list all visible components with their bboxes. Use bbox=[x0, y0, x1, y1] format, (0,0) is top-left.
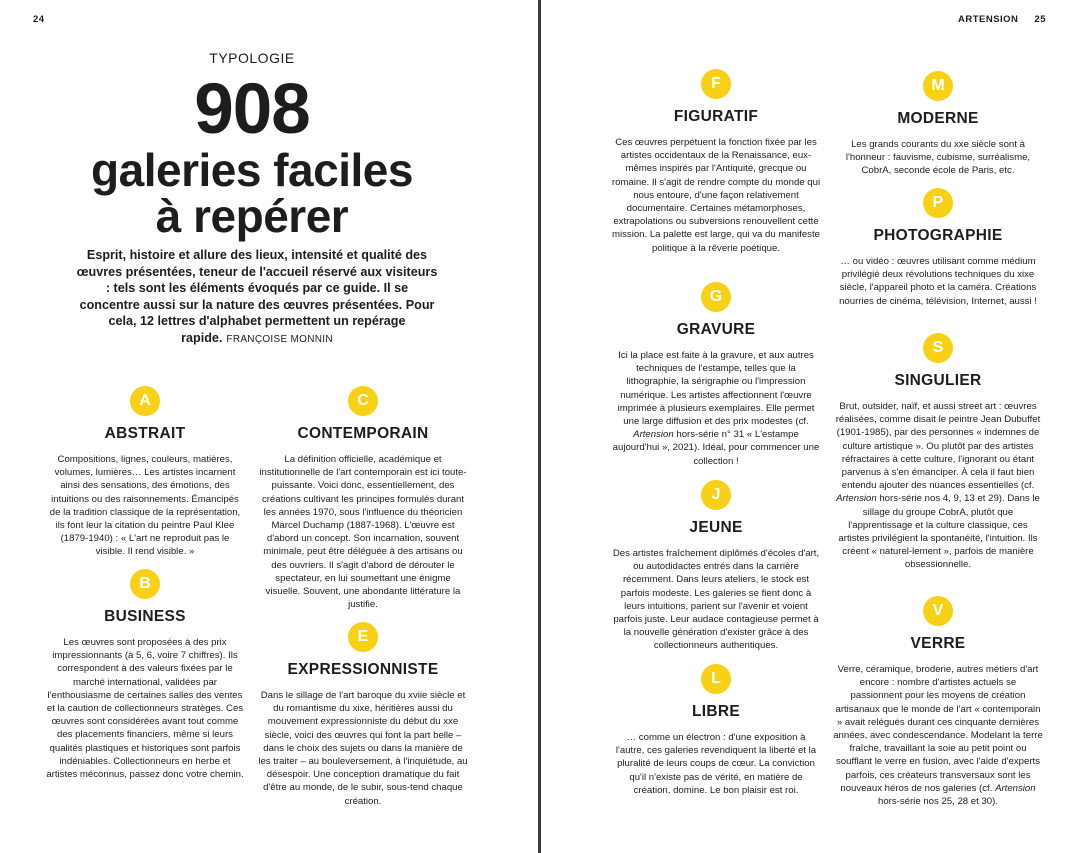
section-photographie bbox=[833, 188, 1043, 308]
letter-badge-j: J bbox=[701, 480, 731, 510]
letter-badge-e: E bbox=[348, 622, 378, 652]
intro-text: Esprit, histoire et allure des lieux, intensité et qualité des œuvres présentées, teneur de l'accueil réservé aux visiteurs : tels sont les éléments évoqués par ce guide. Il se concentre aussi sur la nature des œuvres présentées. Pour cela, 12 lettres d'alphabet permettent un repérage rapide. bbox=[76, 248, 438, 345]
section-figuratif bbox=[611, 69, 821, 255]
section-heading: LIBRE bbox=[692, 703, 740, 720]
section-abstrait bbox=[45, 386, 245, 559]
letter-badge-g: G bbox=[701, 282, 731, 312]
title-line-2: à repérer bbox=[155, 190, 349, 242]
section-expressionniste bbox=[258, 622, 468, 808]
section-heading: CONTEMPORAIN bbox=[297, 425, 429, 442]
intro-paragraph bbox=[74, 247, 440, 349]
section-heading: VERRE bbox=[910, 635, 966, 652]
section-body bbox=[611, 349, 821, 468]
section-heading: SINGULIER bbox=[894, 372, 982, 389]
section-singulier bbox=[833, 333, 1043, 572]
letter-badge-c: C bbox=[348, 386, 378, 416]
body-text: Verre, céramique, broderie, autres métiers d'art encore : nombre d'artistes actuels se passionnent pour les moyens de création artisanaux que le monde de l'art « contemporain » avait relégués durant ces cinquante dernières années, avec condescendance. Modelant la terre fraîche, travaillant la soie au petit point ou soufflant le verre en fusion, avec l'aide d'experts parfois, ces créateurs transversaux sont les nouveaux héros de nos galeries (cf. bbox=[833, 664, 1043, 794]
magazine-reference: Artension bbox=[995, 782, 1036, 794]
section-body: Dans le sillage de l'art baroque du xviie siècle et du romantisme du xixe, héritières aussi du mouvement expressionniste du début du xxe siècle, voici des œuvres qui font la part belle – dans le choix des sujets ou dans la manière de les traiter – au bouleversement, à l'inquiétude, au désespoir. Une conception dramatique du fait d'être au monde, de le subir, sous-tend chaque création. bbox=[258, 690, 468, 807]
page-number-left: 24 bbox=[33, 14, 45, 25]
letter-badge-f: F bbox=[701, 69, 731, 99]
running-header bbox=[958, 14, 1046, 25]
author-byline: FRANÇOISE MONNIN bbox=[226, 333, 333, 345]
magazine-reference: Artension bbox=[633, 429, 674, 441]
letter-badge-p: P bbox=[923, 188, 953, 218]
left-page bbox=[0, 0, 538, 853]
section-heading: FIGURATIF bbox=[673, 108, 759, 125]
section-libre bbox=[611, 664, 821, 797]
section-body: … comme un électron : d'une exposition à l'autre, ces galeries revendiquent la liberté et la pluralité de leurs coups de cœur. La conviction qu'il n'existe pas de vérité, en matière de création, domine. Le bon plaisir est roi. bbox=[615, 732, 817, 796]
section-heading: GRAVURE bbox=[676, 321, 756, 338]
body-text: hors-série nos 25, 28 et 30). bbox=[878, 796, 998, 808]
section-verre bbox=[833, 596, 1043, 808]
section-gravure bbox=[611, 282, 821, 468]
section-body bbox=[833, 663, 1043, 808]
section-body: Les œuvres sont proposées à des prix impressionnants (à 5, 6, voire 7 chiffres). Ils correspondent à des valeurs fixées par le marché international, validées par l'enthousiasme de certaines salles des ventes et la caution de collectionneurs stratèges. Ces œuvres sont considérées avant tout comme des placements financiers, même si leurs qualités plastiques et historiques sont parfois indéniables. Collectionneurs en herbe et artistes méconnus, passez donc votre chemin. bbox=[46, 637, 244, 781]
page-number-right: 25 bbox=[1034, 14, 1046, 25]
section-heading: ABSTRAIT bbox=[104, 425, 186, 442]
letter-badge-v: V bbox=[923, 596, 953, 626]
section-heading: PHOTOGRAPHIE bbox=[873, 227, 1003, 244]
section-heading: BUSINESS bbox=[104, 608, 186, 625]
title-line-1: galeries faciles bbox=[91, 144, 413, 196]
kicker: TYPOLOGIE bbox=[209, 50, 295, 66]
section-body bbox=[833, 400, 1043, 572]
section-moderne bbox=[833, 71, 1043, 178]
section-contemporain bbox=[258, 386, 468, 611]
section-body: Ces œuvres perpétuent la fonction fixée par les artistes occidentaux de la Renaissance, eux-mêmes inspirés par l'Antiquité, grecque ou romaine. Il s'agit de rendre compte du monde qui nous entoure, d'une façon relativement documentaire. Certaines métamorphoses, extrapolations ou subversions renouvellent cette mission. La palette est large, qui va du manifeste politique à la rêverie poétique. bbox=[611, 137, 821, 254]
body-text: hors-série nos 4, 9, 13 et 29). Dans le sillage du groupe CobrA, plutôt que l'apprentissage et la culture classique, ces artistes privilégient la spontanéité, l'intuition. Ils créent « naturel-lement », parfois de manière obsessionnelle. bbox=[838, 493, 1040, 571]
section-heading: JEUNE bbox=[689, 519, 743, 536]
section-body: Des artistes fraîchement diplômés d'écoles d'art, ou autodidactes entrés dans la carrière récemment. Dans leurs ateliers, le stock est parfois modeste. Les galeries se fient donc à leurs intuitions, parient sur l'avenir et voient parfois juste. Leur audace contagieuse permet à la nouvelle génération d'exister grâce à des collectionneurs authentiques. bbox=[612, 548, 820, 652]
body-text: Brut, outsider, naïf, et aussi street art : œuvres réalisées, comme disait le peintre Jean Dubuffet (1901-1985), par des personnes « indemnes de culture artistique ». Ou plutôt par des artistes réfractaires à cette culture, l'ignorant ou étant parvenus à s'en émanciper. À cela il faut bien entendu ajouter des nuances essentielles (cf. bbox=[835, 401, 1041, 492]
letter-badge-m: M bbox=[923, 71, 953, 101]
letter-badge-a: A bbox=[130, 386, 160, 416]
section-jeune bbox=[611, 480, 821, 653]
section-body: Compositions, lignes, couleurs, matières, volumes, lumières… Les artistes incarnent ainsi des sensations, des émotions, des intuitions ou des raisonnements. Émancipés de la tradition classique de la représentation, ils font leur la citation du peintre Paul Klee (1879-1940) : « L'art ne reproduit pas le visible. Il rend visible. » bbox=[49, 454, 241, 558]
section-business bbox=[45, 569, 245, 781]
section-heading: MODERNE bbox=[897, 110, 979, 127]
letter-badge-l: L bbox=[701, 664, 731, 694]
section-heading: EXPRESSIONNISTE bbox=[287, 661, 439, 678]
title-number: 908 bbox=[194, 70, 310, 149]
section-body: Les grands courants du xxe siècle sont à l'honneur : fauvisme, cubisme, surréalisme, CobrA, seconde école de Paris, etc. bbox=[845, 139, 1031, 177]
body-text: hors-série n° 31 « L'estampe aujourd'hui », 2021). Idéal, pour commencer une collection ! bbox=[612, 429, 820, 467]
section-body: … ou vidéo : œuvres utilisant comme médium privilégié deux révolutions techniques du xixe siècle, l'appareil photo et la caméra. Créations nourries de cinéma, télévision, Internet, aussi ! bbox=[839, 256, 1037, 307]
section-body: La définition officielle, académique et institutionnelle de l'art contemporain est ici toute-puissante. Voici donc, essentiellement, des créations cultivant les principes formulés durant les années 1970, sous l'influence du théoricien Marcel Duchamp (1887-1968). L'œuvre est d'abord un concept. Son incarnation, souvent minimale, peut être déléguée à des artisans ou des ouvriers. Il s'agit d'abord de dérouter le spectateur, en lui soumettant une énigme visuelle. Souvent, une abondante littérature la justifie. bbox=[259, 454, 467, 611]
magazine-name: ARTENSION bbox=[957, 14, 1019, 25]
letter-badge-b: B bbox=[130, 569, 160, 599]
magazine-reference: Artension bbox=[836, 493, 877, 505]
right-page bbox=[541, 0, 1078, 853]
body-text: Ici la place est faite à la gravure, et aux autres techniques de l'estampe, telles que la lithographie, la sérigraphie ou l'impression numérique. Les artistes affectionnent l'œuvre imprimée à plusieurs exemplaires. Elle permet une large diffusion et des prix modestes (cf. bbox=[617, 350, 815, 428]
letter-badge-s: S bbox=[923, 333, 953, 363]
